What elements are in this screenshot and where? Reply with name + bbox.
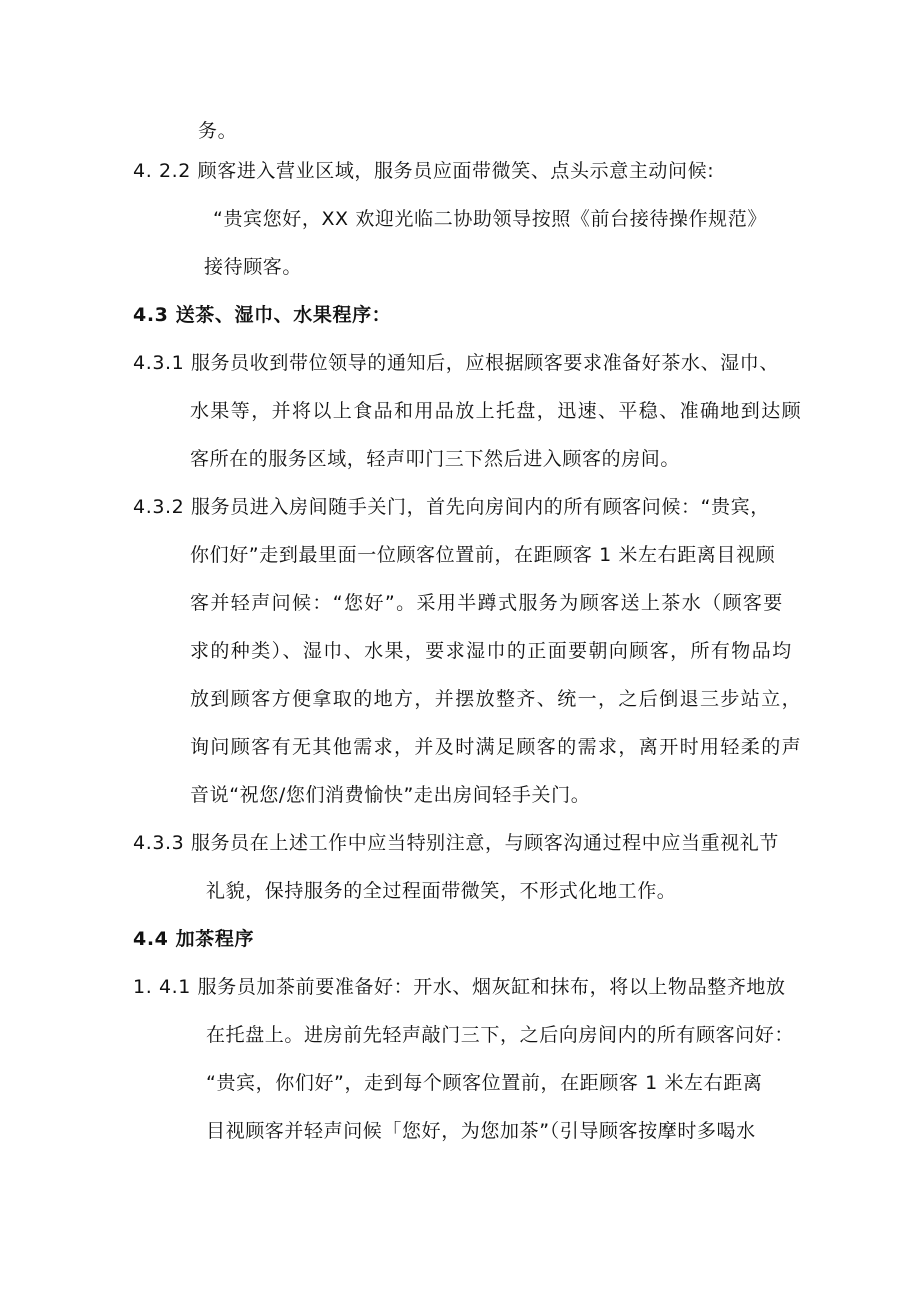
text-line: 询问顾客有无其他需求，并及时满足顾客的需求，离开时用轻柔的声 — [190, 736, 803, 758]
text-line: 客并轻声问候：“您好”。采用半蹲式服务为顾客送上茶水（顾客要 — [190, 592, 784, 614]
text-line: 4.3.2 服务员进入房间随手关门，首先向房间内的所有顾客问候：“贵宾， — [133, 496, 770, 518]
text-line: 水果等，并将以上食品和用品放上托盘，迅速、平稳、准确地到达顾 — [190, 400, 803, 422]
text-line: 务。 — [198, 120, 238, 142]
text-line: 4. 2.2 顾客进入营业区域，服务员应面带微笑、点头示意主动问候: — [133, 160, 715, 182]
text-line: 放到顾客方便拿取的地方，并摆放整齐、统一，之后倒退三步站立， — [190, 688, 803, 710]
text-line: 你们好”走到最里面一位顾客位置前，在距顾客 1 米左右距离目视顾 — [190, 544, 776, 566]
text-line: 求的种类）、湿巾、水果，要求湿巾的正面要朝向顾客，所有物品均 — [190, 640, 793, 662]
text-line: 客所在的服务区域，轻声叩门三下然后进入顾客的房间。 — [190, 448, 681, 470]
text-line: 1. 4.1 服务员加茶前要准备好：开水、烟灰缸和抹布，将以上物品整齐地放 — [133, 976, 786, 998]
text-line: 4.3.3 服务员在上述工作中应当特别注意，与顾客沟通过程中应当重视礼节 — [133, 832, 779, 854]
text-line: 音说“祝您/您们消费愉快”走出房间轻手关门。 — [190, 784, 591, 806]
section-heading-4-4: 4.4 加茶程序 — [133, 928, 255, 950]
text-line: 目视顾客并轻声问候「您好，为您加茶”（引导顾客按摩时多喝水 — [206, 1120, 756, 1142]
section-heading-4-3: 4.3 送茶、湿巾、水果程序： — [133, 304, 392, 326]
text-line: 礼貌，保持服务的全过程面带微笑，不形式化地工作。 — [206, 880, 677, 902]
text-line: “贵宾您好，XX 欢迎光临二协助领导按照《前台接待操作规范》 — [213, 208, 767, 230]
text-line: “贵宾，你们好”，走到每个顾客位置前，在距顾客 1 米左右距离 — [206, 1072, 763, 1094]
text-line: 接待顾客。 — [204, 256, 303, 278]
text-line: 4.3.1 服务员收到带位领导的通知后，应根据顾客要求准备好茶水、湿巾、 — [133, 352, 779, 374]
text-line: 在托盘上。进房前先轻声敲门三下，之后向房间内的所有顾客问好： — [206, 1024, 795, 1046]
